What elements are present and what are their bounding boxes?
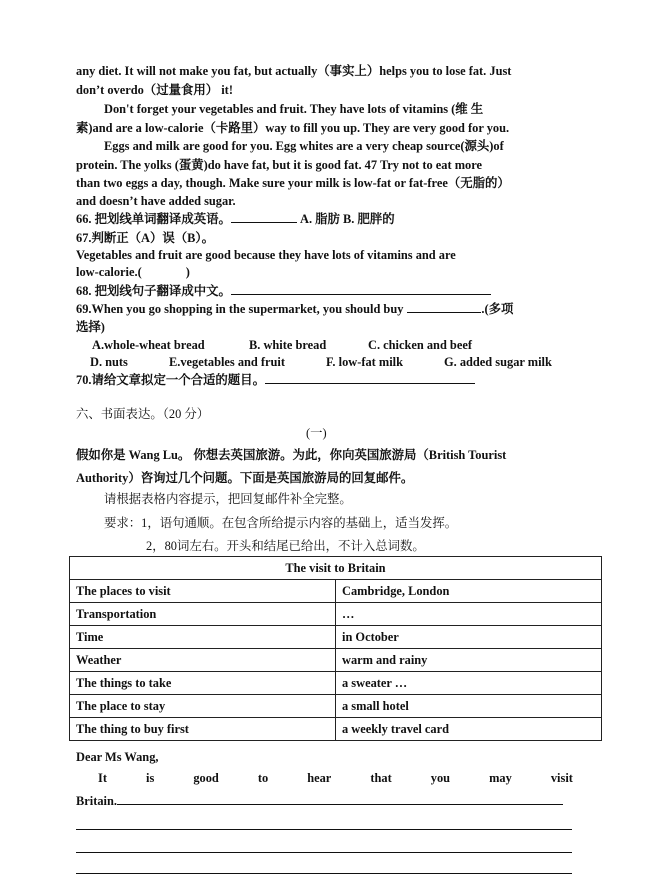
option-g: G. added sugar milk [444, 355, 552, 369]
option-f: F. low-fat milk [326, 355, 403, 369]
letter-opening-line: It is good to hear that you may visit [98, 771, 573, 785]
table-row [70, 626, 602, 649]
answer-blank-70[interactable] [265, 372, 475, 384]
question-68: 68. 把划线句子翻译成中文。 [76, 283, 491, 299]
table-cell-label: Time [70, 626, 336, 649]
intro-line-2: Authority）咨询过几个问题。下面是英国旅游局的回复邮件。 [76, 471, 414, 485]
requirement-1: 要求：1，语句通顺。在包含所给提示内容的基础上，适当发挥。 [104, 516, 458, 530]
question-66: 66. 把划线单词翻译成英语。 A. 脂肪 B. 肥胖的 [76, 212, 395, 226]
table-row [70, 695, 602, 718]
table-cell-value: warm and rainy [336, 649, 602, 672]
table-cell-value: in October [336, 626, 602, 649]
question-70: 70.请给文章拟定一个合适的题目。 [76, 372, 475, 388]
table-cell-value: a small hotel [336, 695, 602, 718]
answer-blank-66[interactable] [231, 211, 297, 223]
table-cell-label: The places to visit [70, 580, 336, 603]
passage-line-4: 素)and are a low-calorie（卡路里）way to fill you up. They are very good for you. [76, 121, 510, 135]
writing-line-1[interactable] [117, 793, 563, 805]
table-row [70, 580, 602, 603]
letter-greeting: Dear Ms Wang, [76, 750, 159, 764]
table-row [70, 649, 602, 672]
passage-line-7: than two eggs a day, though. Make sure your milk is low-fat or fat-free（无脂的） [76, 176, 510, 190]
passage-line-2: don’t overdo（过量食用） it! [76, 83, 233, 97]
option-a: A.whole-wheat bread [92, 338, 205, 352]
table-row [70, 718, 602, 741]
table-cell-label: Weather [70, 649, 336, 672]
passage-line-1: any diet. It will not make you fat, but actually（事实上）helps you to lose fat. Just [76, 64, 512, 78]
intro-line-1: 假如你是 Wang Lu。 你想去英国旅游。为此，你向英国旅游局（British Tourist [76, 448, 507, 462]
question-67-statement-2: low-calorie.( ) [76, 265, 190, 279]
writing-line-4[interactable] [76, 873, 572, 874]
table-header-row [70, 557, 602, 580]
table-cell-value: Cambridge, London [336, 580, 602, 603]
part-label: (一) [306, 426, 327, 440]
question-67-statement: Vegetables and fruit are good because they have lots of vitamins and are [76, 248, 456, 262]
table-cell-label: The place to stay [70, 695, 336, 718]
option-c: C. chicken and beef [368, 338, 472, 352]
visit-table [69, 556, 602, 741]
option-e: E.vegetables and fruit [169, 355, 285, 369]
passage-line-6: protein. The yolks (蛋黄)do have fat, but it is good fat. 47 Try not to eat more [76, 158, 483, 172]
requirement-2: 2，80词左右。开头和结尾已给出，不计入总词数。 [146, 539, 425, 553]
passage-line-3: Don't forget your vegetables and fruit. They have lots of vitamins (维 生 [104, 102, 484, 116]
table-cell-value: a sweater … [336, 672, 602, 695]
table-cell-value: a weekly travel card [336, 718, 602, 741]
table-title: The visit to Britain [70, 557, 602, 580]
table-row [70, 672, 602, 695]
table-cell-label: Transportation [70, 603, 336, 626]
section-title: 六、书面表达。（20 分） [76, 407, 210, 421]
answer-blank-69[interactable] [407, 301, 481, 313]
question-69-line-2: 选择) [76, 320, 105, 334]
option-b: B. white bread [249, 338, 327, 352]
table-cell-value: … [336, 603, 602, 626]
passage-line-8: and doesn’t have added sugar. [76, 194, 236, 208]
table-cell-label: The things to take [70, 672, 336, 695]
table-cell-label: The thing to buy first [70, 718, 336, 741]
instruction: 请根据表格内容提示，把回复邮件补全完整。 [104, 492, 352, 506]
letter-britain-line: Britain. [76, 793, 563, 809]
option-d: D. nuts [90, 355, 128, 369]
writing-line-3[interactable] [76, 852, 572, 853]
question-67: 67.判断正（A）误（B）。 [76, 231, 215, 245]
passage-line-5: Eggs and milk are good for you. Egg whites are a very cheap source(源头)of [104, 139, 504, 153]
table-row [70, 603, 602, 626]
question-69: 69.When you go shopping in the supermarket, you should buy .(多项 [76, 302, 514, 316]
writing-line-2[interactable] [76, 829, 572, 830]
answer-blank-68[interactable] [231, 283, 491, 295]
